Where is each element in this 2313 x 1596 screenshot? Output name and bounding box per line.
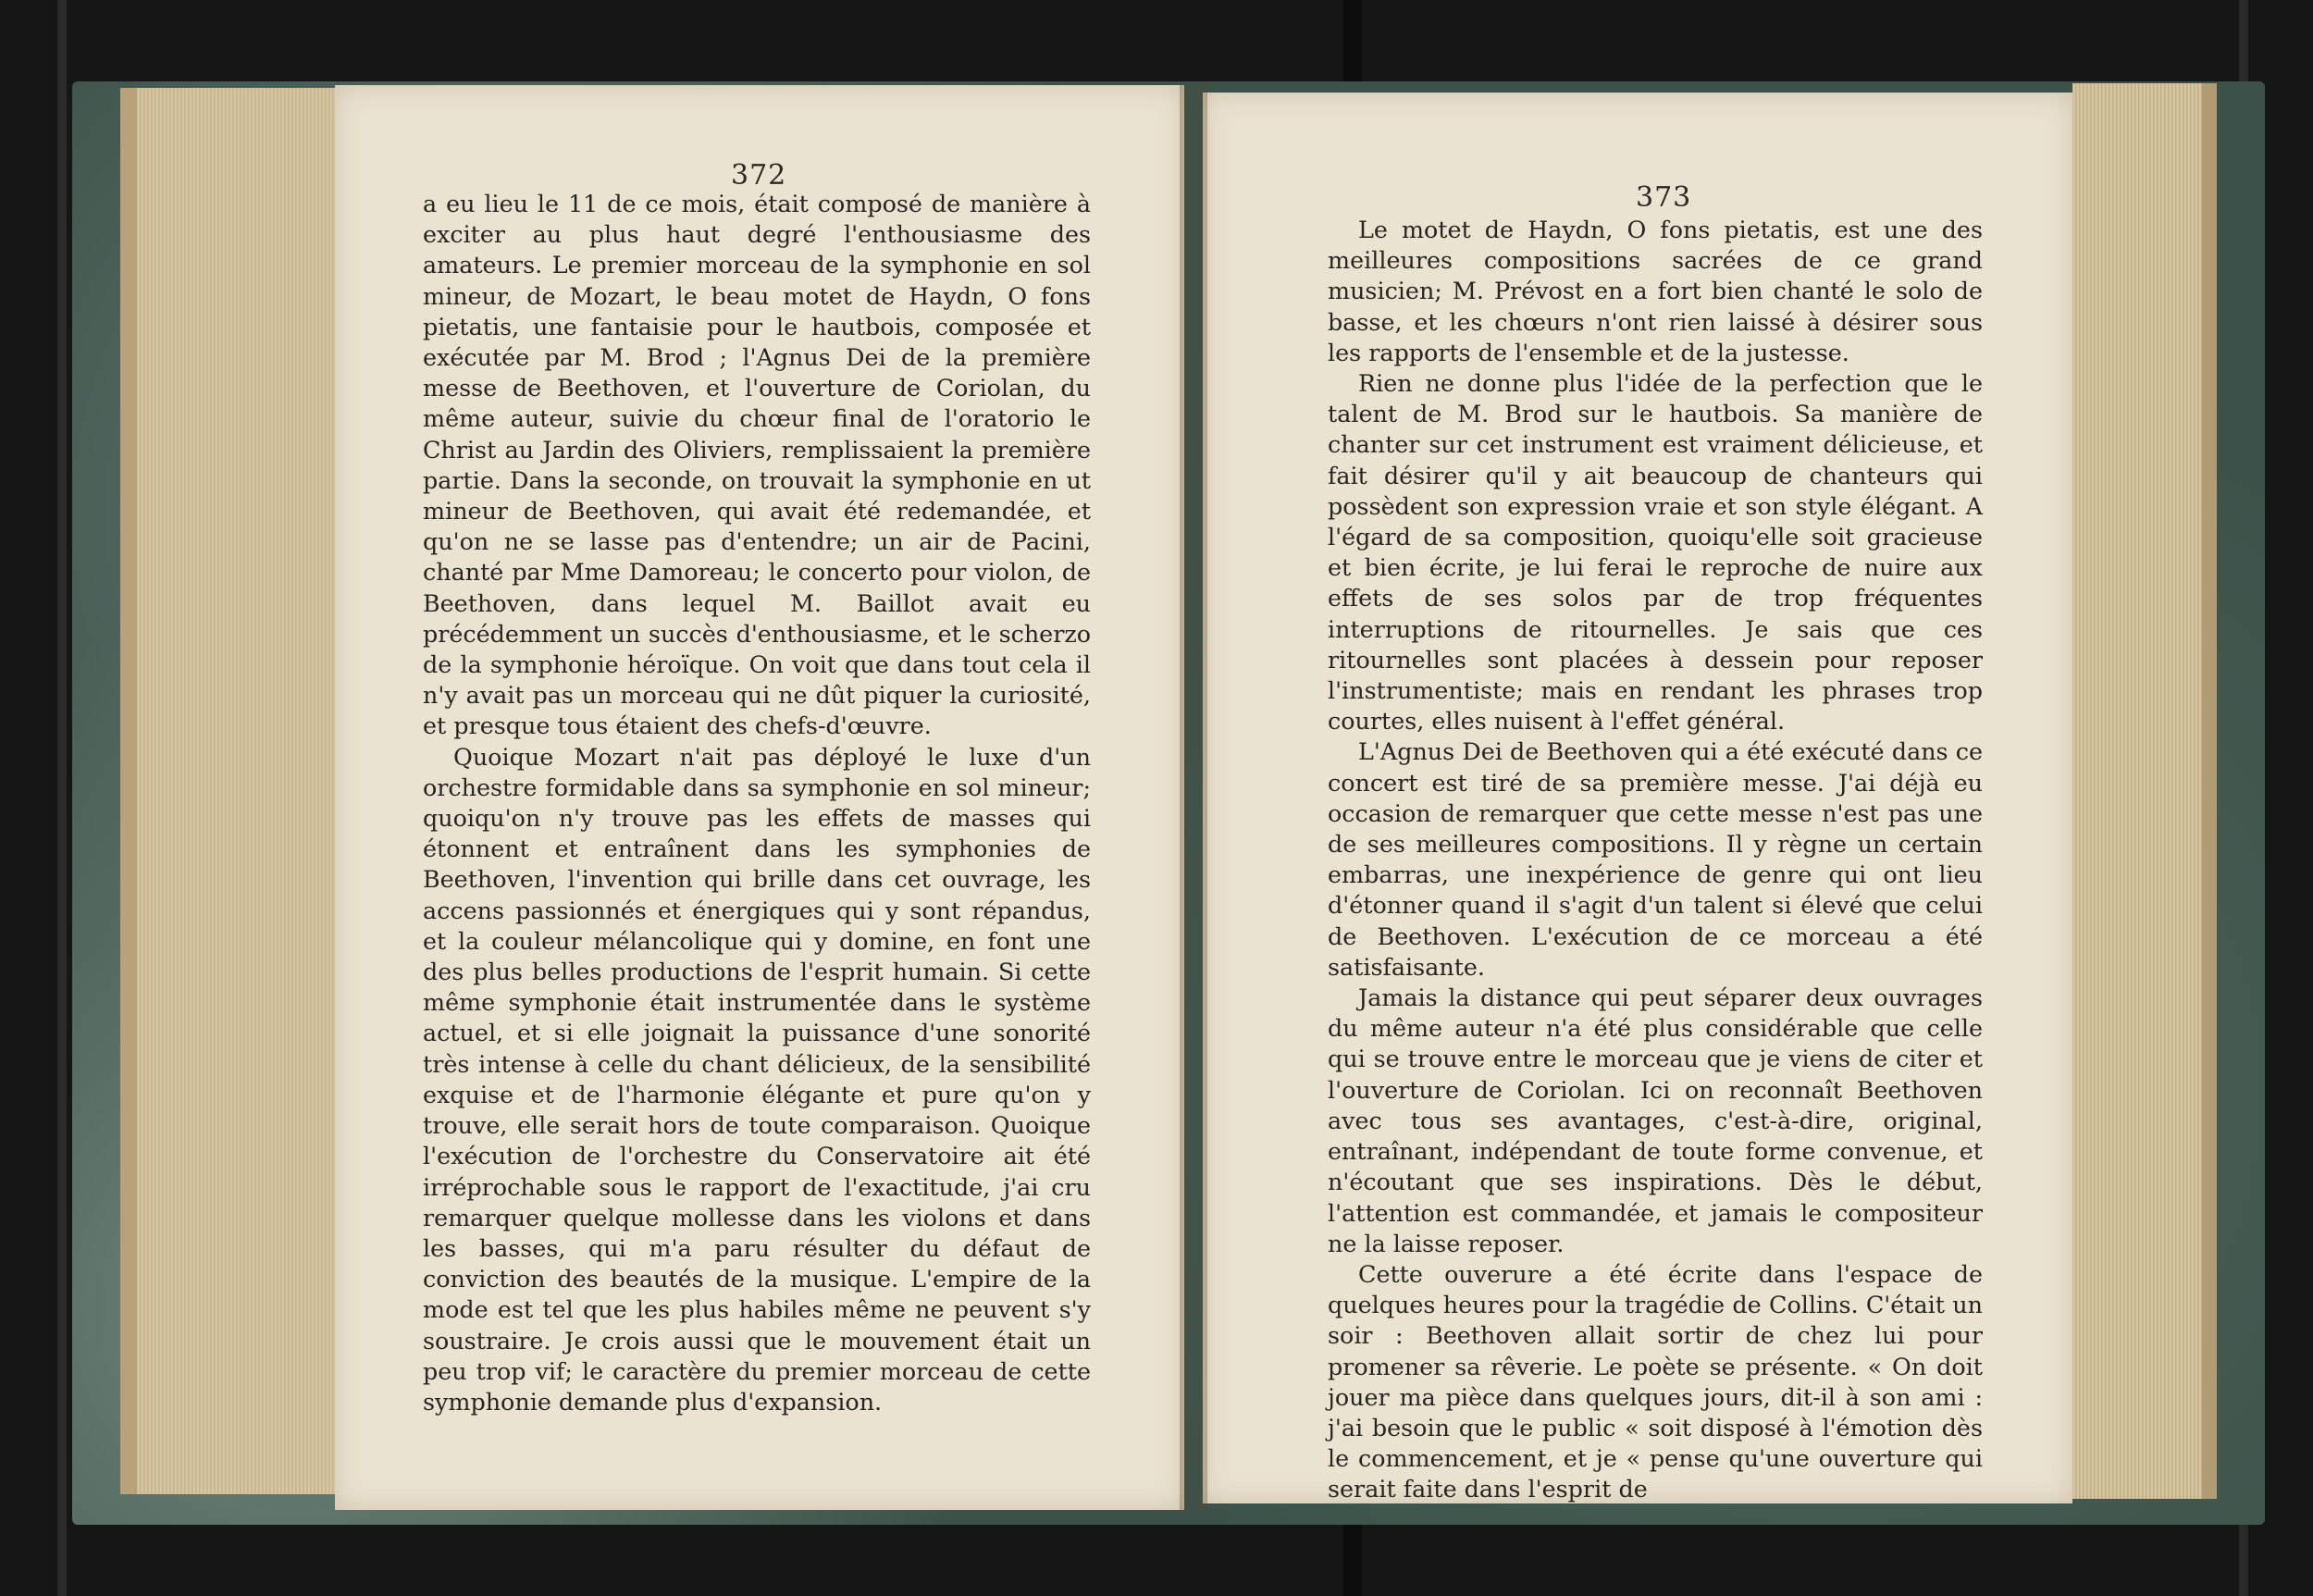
background-stripe-left [57, 0, 67, 1596]
book-gutter [1180, 85, 1207, 1510]
left-page [335, 85, 1184, 1510]
paragraph: Rien ne donne plus l'idée de la perfection que le talent de M. Brod sur le hautbois. Sa manière de chanter sur cet instrument est vraiment délicieuse, et fait désirer qu'il y ait beaucoup de chanteurs qui possèdent son expression vraie et son style élégant. A l'égard de sa composition, quoiqu'elle soit gracieuse et bien écrite, je lui ferai le reproche de nuire aux effets de ses solos par de trop fréquentes interruptions de ritournelles. Je sais que ces ritournelles sont placées à dessein pour reposer l'instrumentiste; mais en rendant les phrases trop courtes, elles nuisent à l'effet général. [1328, 369, 1983, 736]
paragraph: L'Agnus Dei de Beethoven qui a été exécuté dans ce concert est tiré de sa première messe. J'ai déjà eu occasion de remarquer que cette messe n'est pas une de ses meilleures compositions. Il y règne un certain embarras, une inexpérience de genre qui ont lieu d'étonner quand il s'agit d'un talent si élevé que celui de Beethoven. L'exécution de ce morceau a été satisfaisante. [1328, 737, 1983, 981]
page-number-right: 373 [1636, 181, 1692, 214]
page-number-left: 372 [731, 159, 787, 192]
paragraph: Quoique Mozart n'ait pas déployé le luxe d'un orchestre formidable dans sa symphonie en sol mineur; quoiqu'on n'y trouve pas les effets de masses qui étonnent et entraînent dans les symphonies de Beethoven, l'invention qui brille dans cet ouvrage, les accens passionnés et énergiques qui y sont répandus, et la couleur mélancolique qui y domine, en font une des plus belles productions de l'esprit humain. Si cette même symphonie était instrumentée dans le système actuel, et si elle joignait la puissance d'une sonorité très intense à celle du chant délicieux, de la sensibilité exquise et de l'harmonie élégante et pure qu'on y trouve, elle serait hors de toute comparaison. Quoique l'exécution de l'orchestre du Conservatoire ait été irréprochable sous le rapport de l'exactitude, j'ai cru remarquer quelque mollesse dans les violons et dans les basses, qui m'a paru résulter du défaut de conviction des beautés de la musique. L'empire de la mode est tel que les plus habiles même ne peuvent s'y soustraire. Je crois aussi que le mouvement était un peu trop vif; le caractère du premier morceau de cette symphonie demande plus d'expansion. [423, 742, 1091, 1416]
page-edges-right [2072, 83, 2217, 1499]
paragraph: a eu lieu le 11 de ce mois, était composé de manière à exciter au plus haut degré l'enthousiasme des amateurs. Le premier morceau de la symphonie en sol mineur, de Mozart, le beau motet de Haydn, O fons pietatis, une fantaisie pour le hautbois, composée et exécutée par M. Brod ; l'Agnus Dei de la première messe de Beethoven, et l'ouverture de Coriolan, du même auteur, suivie du chœur final de l'oratorio le Christ au Jardin des Oliviers, remplissaient la première partie. Dans la seconde, on trouvait la symphonie en ut mineur de Beethoven, qui avait été redemandée, et qu'on ne se lasse pas d'entendre; un air de Pacini, chanté par Mme Damoreau; le concerto pour violon, de Beethoven, dans lequel M. Baillot avait eu précédemment un succès d'enthousiasme, et le scherzo de la symphonie héroïque. On voit que dans tout cela il n'y avait pas un morceau qui ne dût piquer la curiosité, et presque tous étaient des chefs-d'œuvre. [423, 190, 1091, 740]
left-page-text [423, 189, 1091, 1417]
paragraph: Jamais la distance qui peut séparer deux ouvrages du même auteur n'a été plus considérable que celle qui se trouve entre le morceau que je viens de citer et l'ouverture de Coriolan. Ici on reconnaît Beethoven avec tous ses avantages, c'est-à-dire, original, entraînant, indépendant de toute forme convenue, et n'écoutant que ses inspirations. Dès le début, l'attention est commandée, et jamais le compositeur ne la laisse reposer. [1328, 984, 1983, 1257]
paragraph: Cette ouverure a été écrite dans l'espace de quelques heures pour la tragédie de Collins. C'était un soir : Beethoven allait sortir de chez lui pour promener sa rêverie. Le poète se présente. « On doit jouer ma pièce dans quelques jours, dit-il à son ami : j'ai besoin que le public « soit disposé à l'émotion dès le commencement, et je « pense qu'une ouverture qui serait faite dans l'esprit de [1328, 1259, 1983, 1503]
right-page [1203, 93, 2072, 1503]
page-edges-left [120, 88, 352, 1494]
paragraph: Le motet de Haydn, O fons pietatis, est une des meilleures compositions sacrées de ce grand musicien; M. Prévost en a fort bien chanté le solo de basse, et les chœurs n'ont rien laissé à désirer sous les rapports de l'ensemble et de la justesse. [1328, 216, 1983, 366]
right-page-text [1328, 215, 1983, 1505]
